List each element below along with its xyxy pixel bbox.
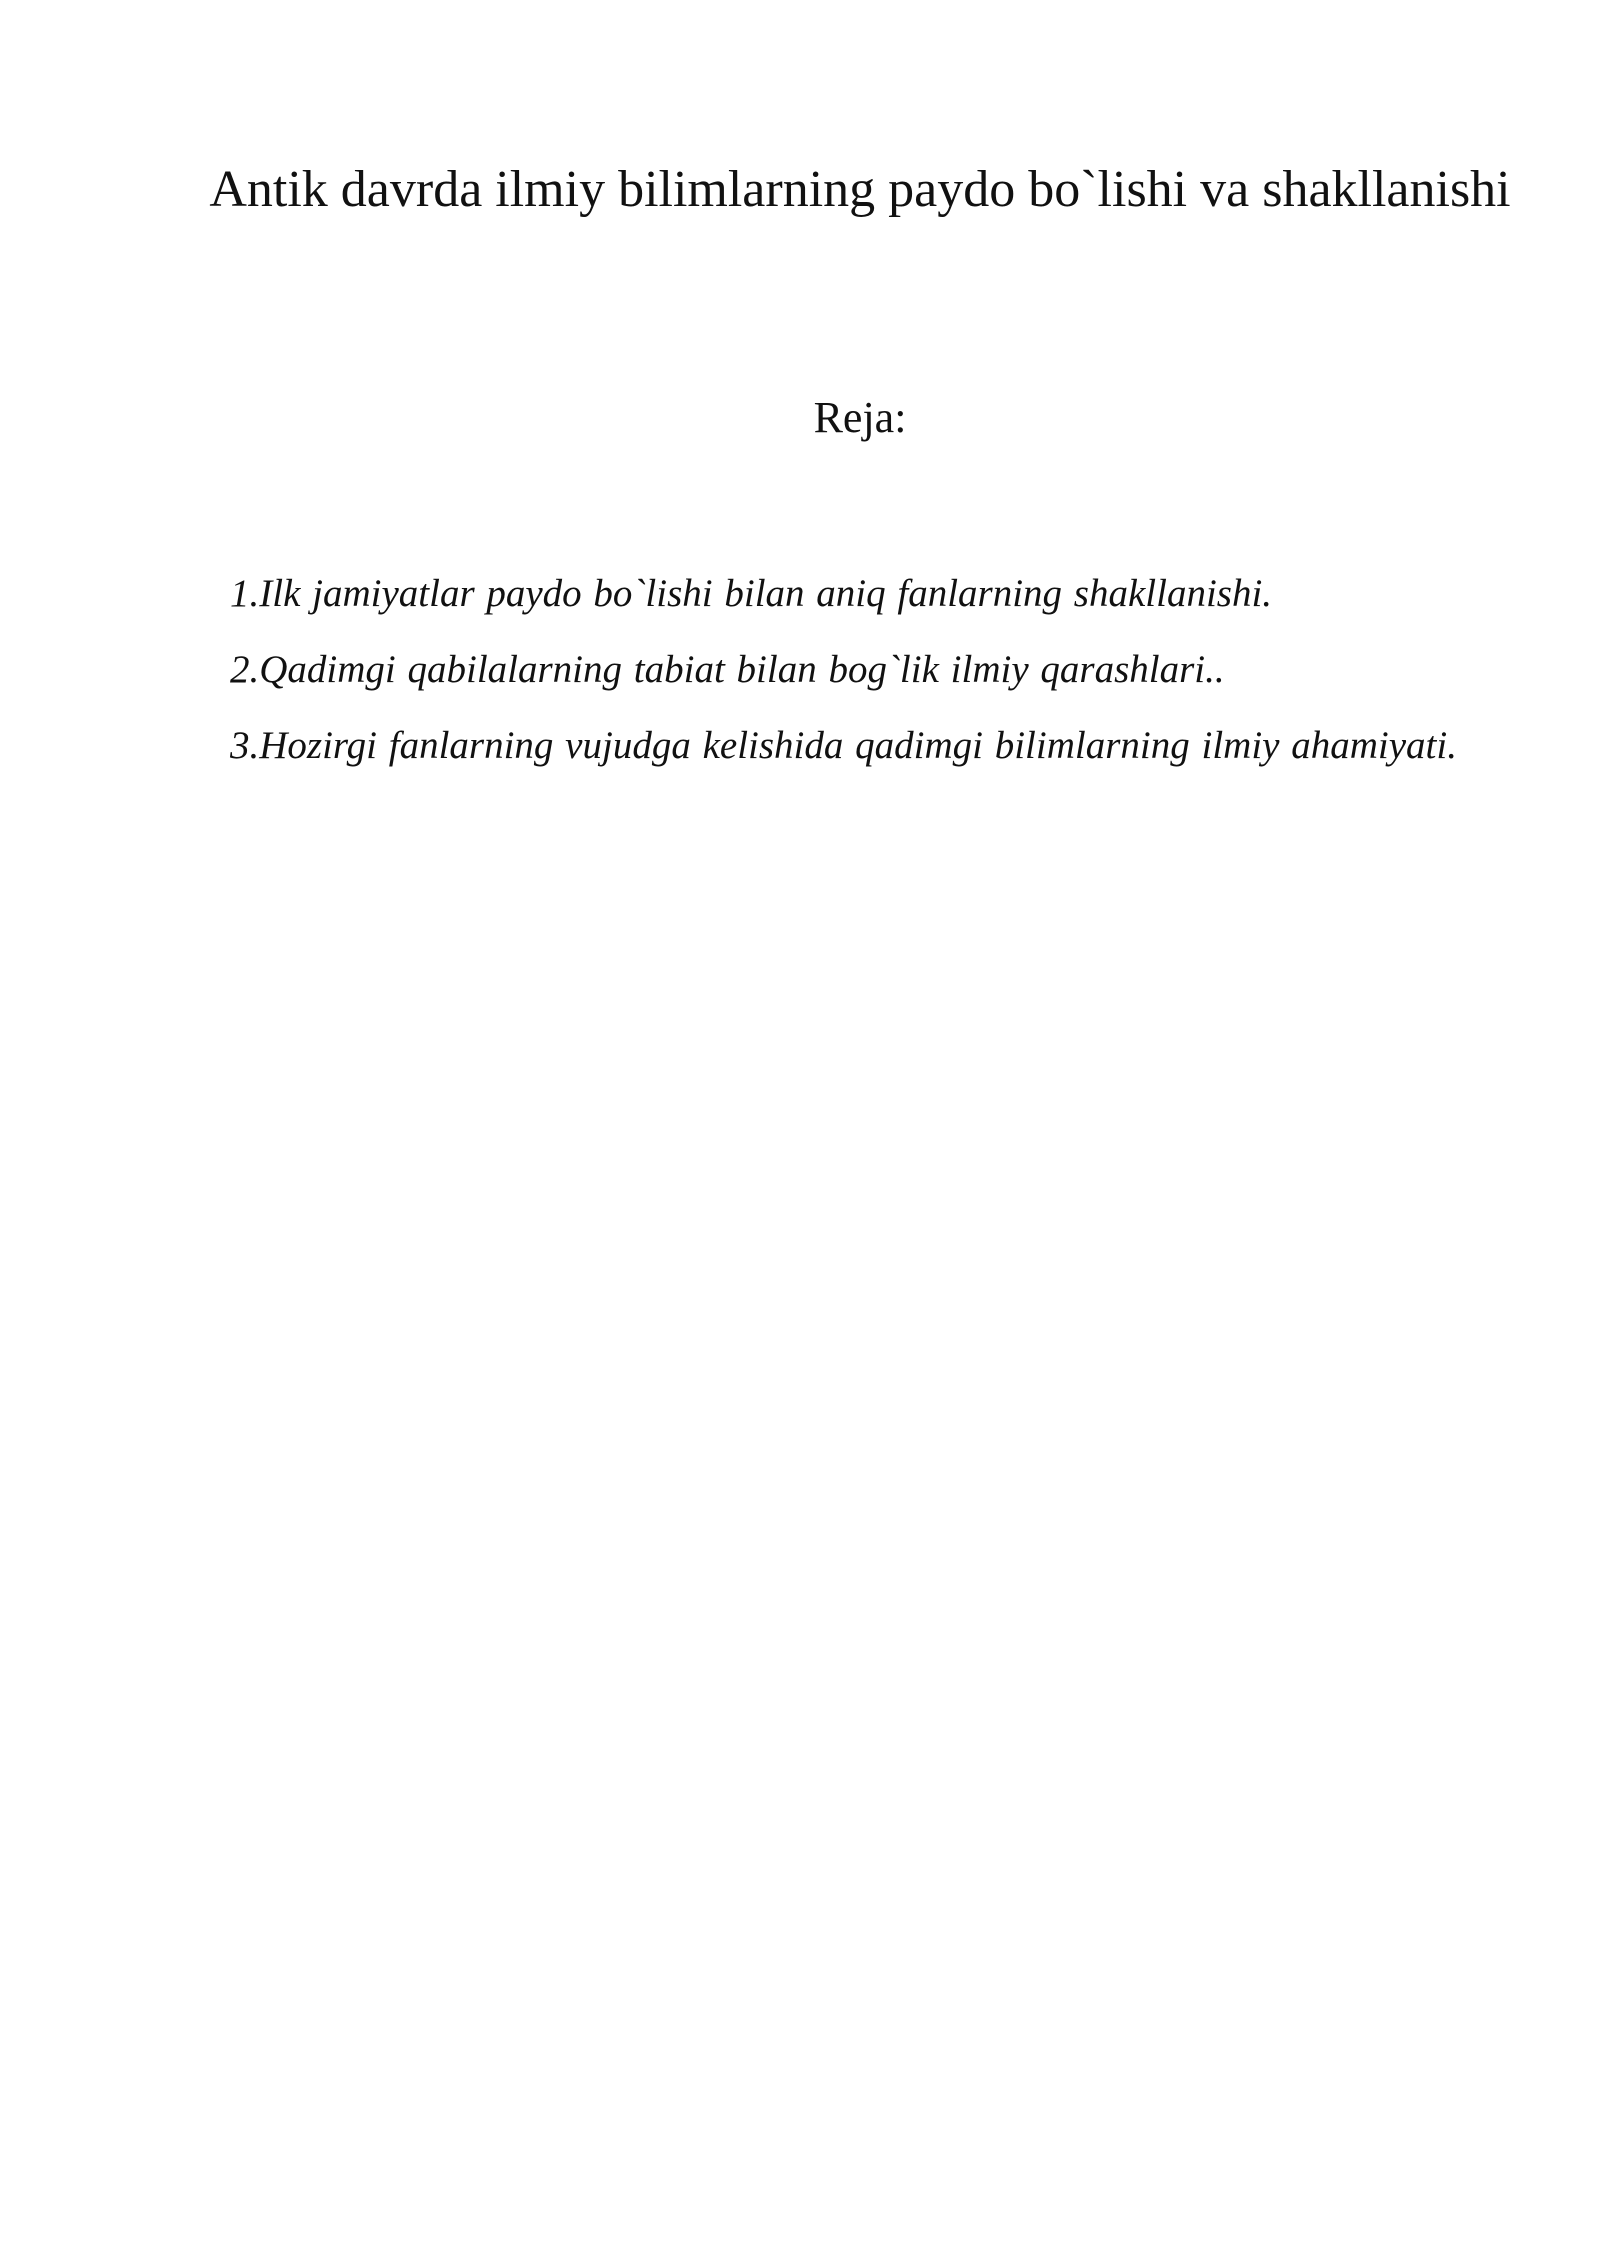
- plan-list: [230, 556, 1492, 784]
- plan-item-1: 1.Ilk jamiyatlar paydo bo`lishi bilan aniq fanlarning shakllanishi.: [230, 572, 1273, 615]
- plan-heading: Reja:: [813, 393, 907, 442]
- document-title: Antik davrda ilmiy bilimlarning paydo bo`lishi va shakllanishi: [209, 161, 1511, 218]
- plan-item-2: 2.Qadimgi qabilalarning tabiat bilan bog`lik ilmiy qarashlari..: [230, 648, 1225, 691]
- plan-item-3: 3.Hozirgi fanlarning vujudga kelishida qadimgi bilimlarning ilmiy ahamiyati.: [230, 724, 1457, 767]
